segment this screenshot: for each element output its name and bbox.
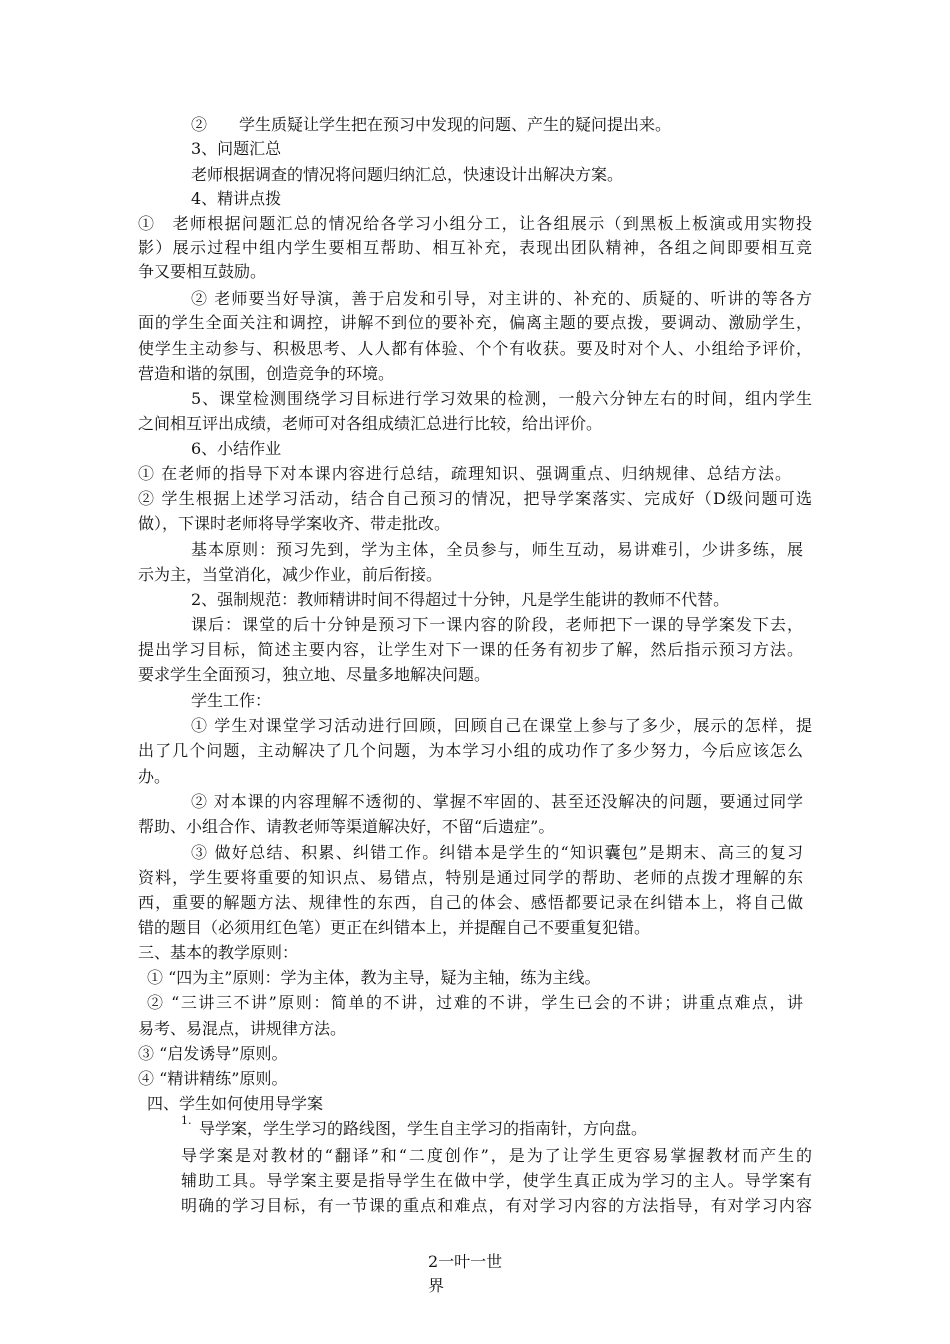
text-line: 营造和谐的氛围，创造竞争的环境。 — [138, 364, 395, 383]
text-line: 课后：课堂的后十分钟是预习下一课内容的阶段，老师把下一课的导学案发下去， — [191, 615, 803, 634]
list-item: ③ “启发诱导”原则。 — [138, 1044, 288, 1063]
text-line: ① 在老师的指导下对本课内容进行总结，疏理知识、强调重点、归纳规律、总结方法。 — [138, 464, 791, 483]
list-item: ④ “精讲精练”原则。 — [138, 1069, 288, 1088]
text-line: ② 对本课的内容理解不透彻的、掌握不牢固的、甚至还没解决的问题，要通过同学 — [191, 792, 803, 811]
page-footer-continued: 界 — [428, 1276, 445, 1295]
list-item: ② “三讲三不讲”原则：简单的不讲，过难的不讲，学生已会的不讲；讲重点难点，讲 — [147, 993, 803, 1012]
text-line: 导学案是对教材的“翻译”和“二度创作”，是为了让学生更容易掌握教材而产生的 — [181, 1146, 812, 1165]
text-line: 争又要相互鼓励。 — [138, 262, 267, 281]
text-line: 明确的学习目标，有一节课的重点和难点，有对学习内容的方法指导，有对学习内容 — [181, 1196, 812, 1215]
list-item: ① “四为主”原则：学为主体，教为主导，疑为主轴，练为主线。 — [147, 968, 601, 987]
text-line: 资料，学生要将重要的知识点、易错点，特别是通过同学的帮助、老师的点拨才理解的东 — [138, 868, 803, 887]
text-line: 学生工作： — [191, 691, 272, 710]
section-heading: 6、小结作业 — [191, 439, 282, 458]
item-number: 1. — [181, 1114, 192, 1127]
section-heading: 三、基本的教学原则： — [138, 943, 299, 962]
text-line: 示为主，当堂消化，减少作业，前后衔接。 — [138, 565, 443, 584]
text-line: 5、课堂检测围绕学习目标进行学习效果的检测，一般六分钟左右的时间，组内学生 — [191, 389, 812, 408]
text-line: 做），下课时老师将导学案收齐、带走批改。 — [138, 514, 451, 533]
section-heading: 3、问题汇总 — [191, 139, 282, 158]
text-line: 使学生主动参与、积极思考、人人都有体验、个个有收获。要及时对个人、小组给予评价， — [138, 339, 812, 358]
text-line: 辅助工具。导学案主要是指导学生在做中学，使学生真正成为学习的主人。导学案有 — [181, 1171, 812, 1190]
text-line: ① 老师根据问题汇总的情况给各学习小组分工，让各组展示（到黑板上板演或用实物投 — [138, 214, 812, 233]
page-footer: 2一叶一世 — [428, 1252, 503, 1271]
text-line: ② 老师要当好导演，善于启发和引导，对主讲的、补充的、质疑的、听讲的等各方 — [191, 289, 812, 308]
text-line: 导学案，学生学习的路线图，学生自主学习的指南针，方向盘。 — [199, 1119, 648, 1138]
text-line: 帮助、小组合作、请教老师等渠道解决好，不留“后遗症”。 — [138, 817, 555, 836]
section-heading: 4、精讲点拨 — [191, 189, 282, 208]
text-line: 基本原则：预习先到，学为主体，全员参与，师生互动，易讲难引，少讲多练，展 — [191, 540, 803, 559]
text-line: 易考、易混点，讲规律方法。 — [138, 1019, 347, 1038]
text-line: 出了几个问题，主动解决了几个问题，为本学习小组的成功作了多少努力，今后应该怎么 — [138, 741, 803, 760]
text-line: ① 学生对课堂学习活动进行回顾，回顾自己在课堂上参与了多少，展示的怎样，提 — [191, 716, 812, 735]
text-line: 2、强制规范：教师精讲时间不得超过十分钟，凡是学生能讲的教师不代替。 — [191, 590, 730, 609]
text-line: 办。 — [138, 767, 171, 786]
text-line: 要求学生全面预习，独立地、尽量多地解决问题。 — [138, 665, 491, 684]
text-line: ② 学生根据上述学习活动，结合自己预习的情况，把导学案落实、完成好（D级问题可选 — [138, 489, 812, 508]
text-line: ③ 做好总结、积累、纠错工作。纠错本是学生的“知识囊包”是期末、高三的复习 — [191, 843, 803, 862]
text-line: 西，重要的解题方法、规律性的东西，自己的体会、感悟都要记录在纠错本上，将自己做 — [138, 893, 803, 912]
text-line: 之间相互评出成绩，老师可对各组成绩汇总进行比较，给出评价。 — [138, 414, 603, 433]
text-line: 影）展示过程中组内学生要相互帮助、相互补充，表现出团队精神，各组之间即要相互竞 — [138, 238, 812, 257]
text-line: 提出学习目标，简述主要内容，让学生对下一课的任务有初步了解，然后指示预习方法。 — [138, 640, 803, 659]
section-heading: 四、学生如何使用导学案 — [147, 1094, 324, 1113]
text-line: 面的学生全面关注和调控，讲解不到位的要补充，偏离主题的要点拨，要调动、激励学生， — [138, 313, 812, 332]
text-line: 错的题目（必须用红色笔）更正在纠错本上，并提醒自己不要重复犯错。 — [138, 918, 651, 937]
text-line: 老师根据调查的情况将问题归纳汇总，快速设计出解决方案。 — [191, 165, 624, 184]
text-line: ② 学生质疑让学生把在预习中发现的问题、产生的疑问提出来。 — [191, 115, 672, 134]
